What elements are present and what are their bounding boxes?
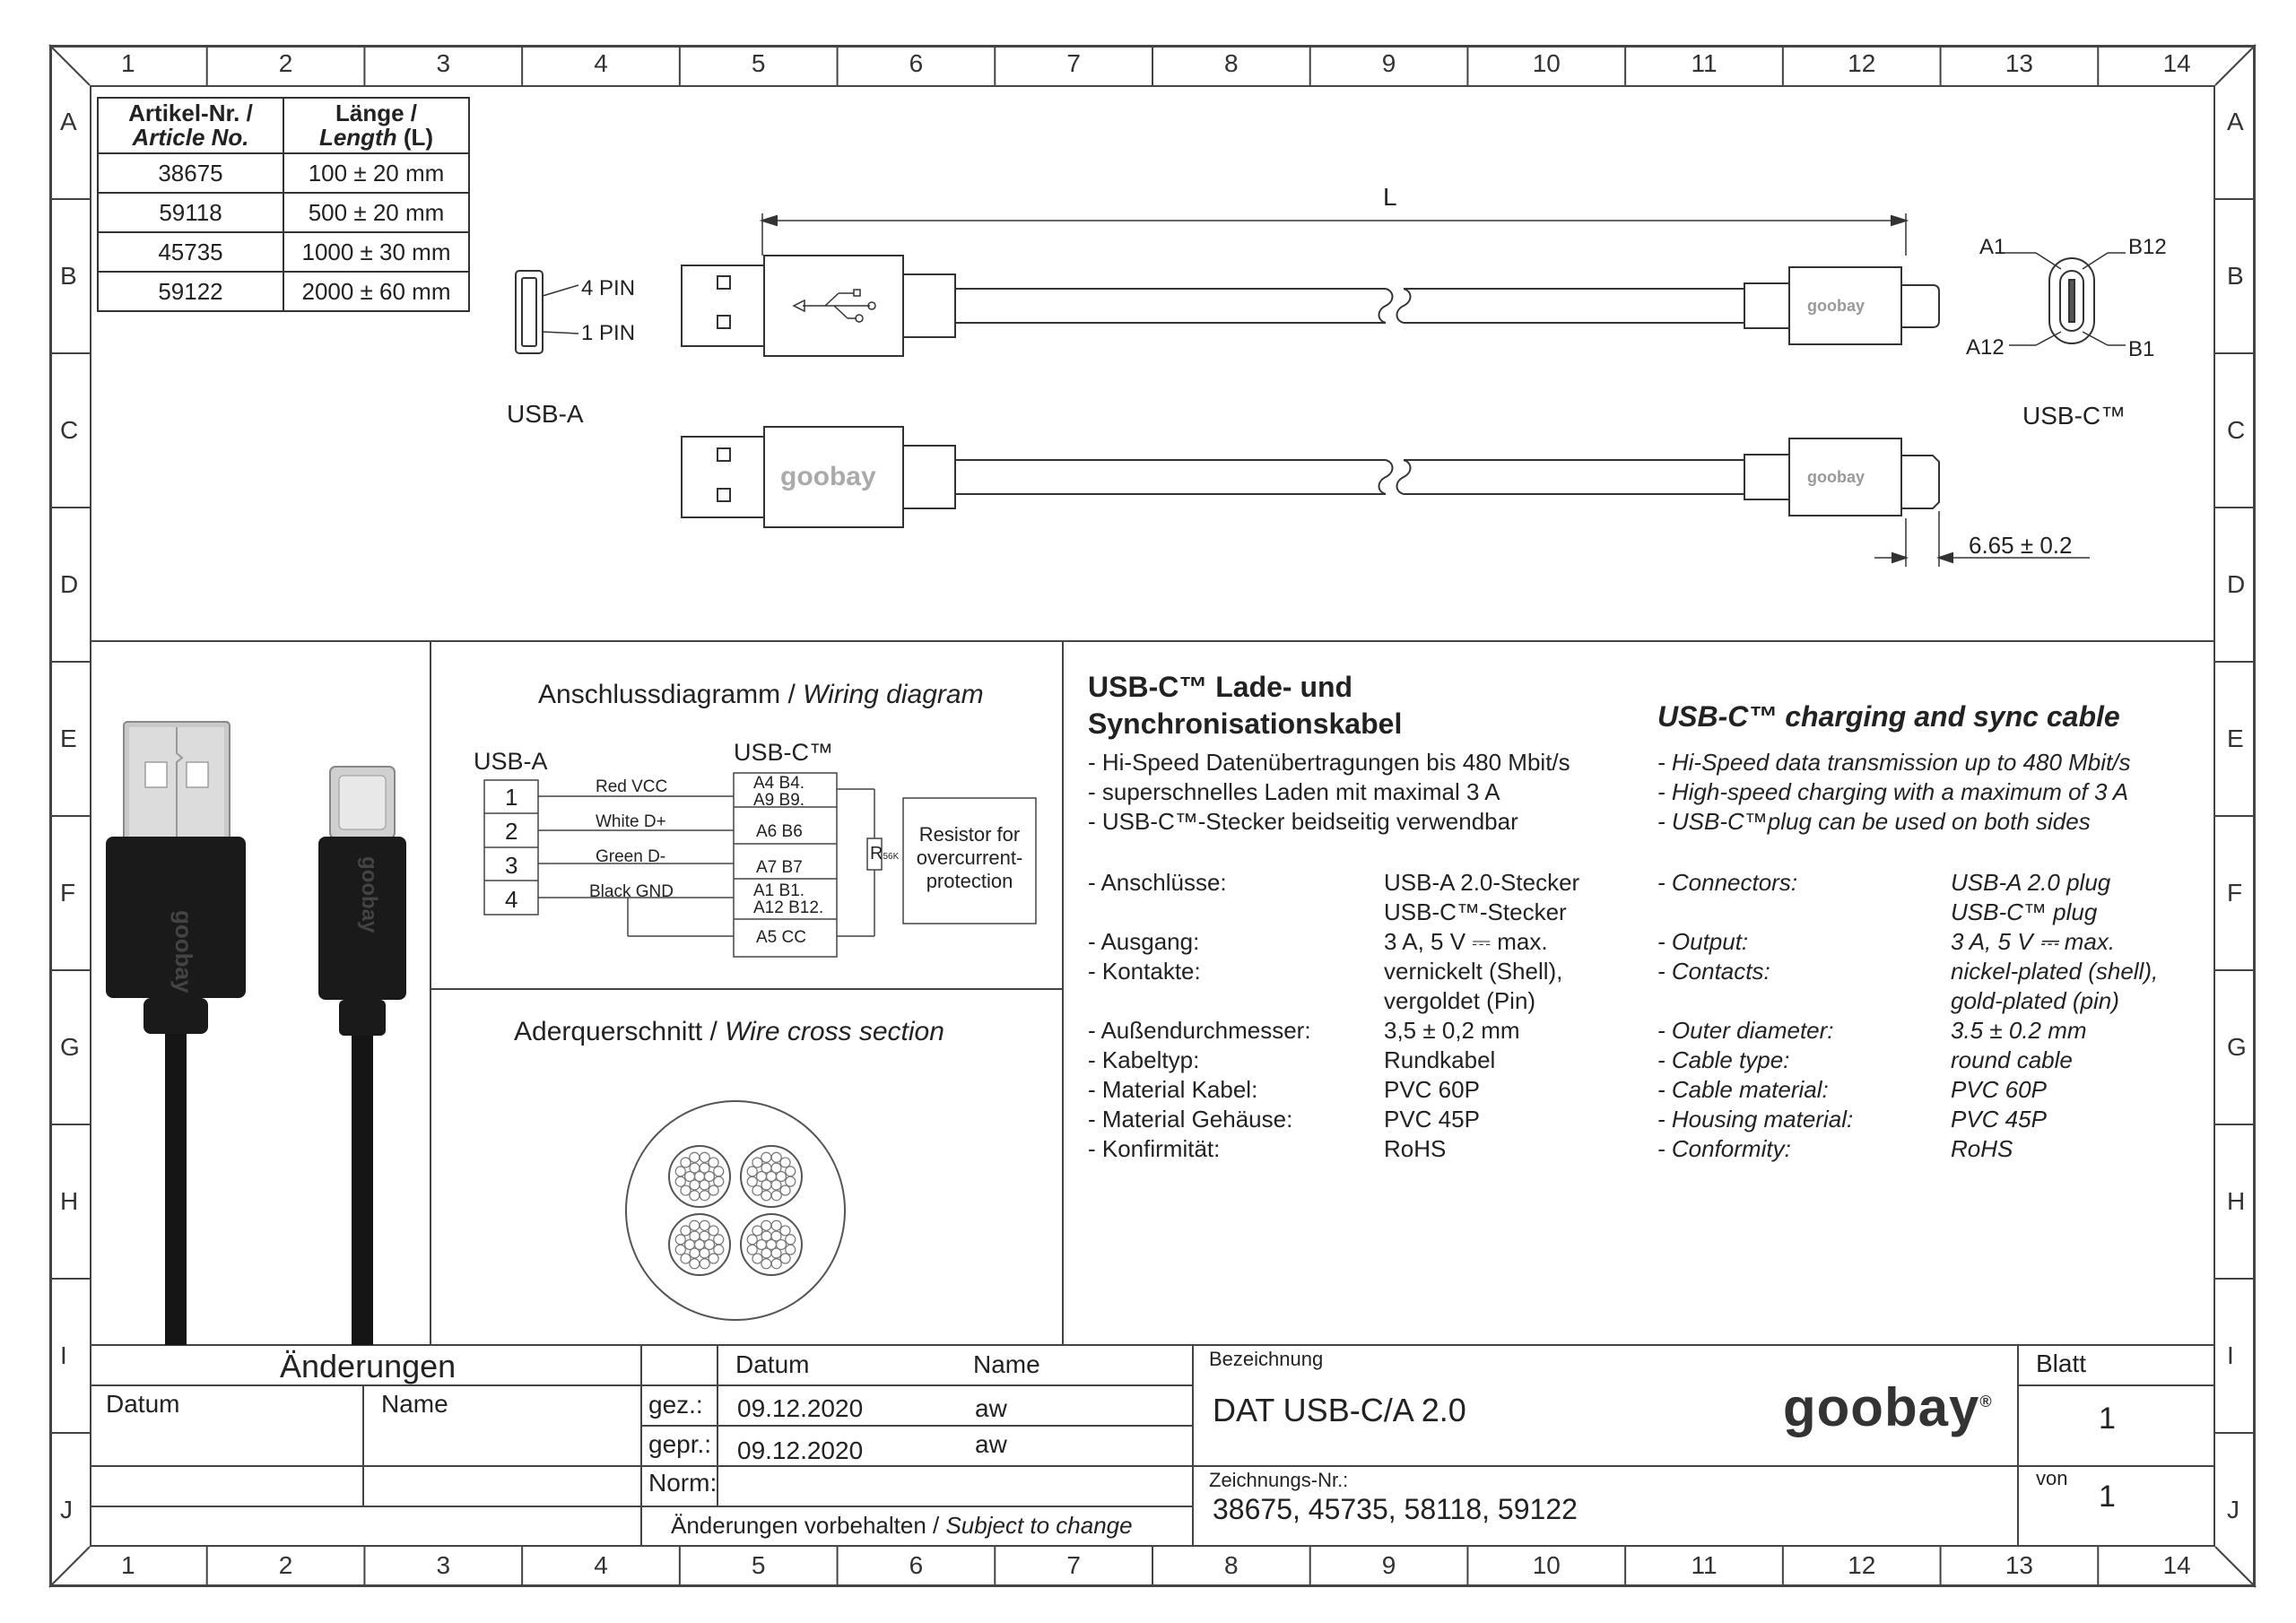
photo-logo-a: goobay — [170, 910, 197, 994]
ruler-column-label: 4 — [594, 1551, 608, 1579]
wire-red: Red VCC — [596, 777, 668, 796]
of-number: 1 — [2099, 1480, 2116, 1514]
usb-a-label: USB-A — [507, 400, 584, 428]
pin-a1-label: A1 — [1979, 235, 2006, 259]
ruler-row-label: E — [60, 725, 77, 752]
spec-labels-en: - Connectors: - Output: - Contacts: - Outer diameter: - Cable type: - Cable material: - Housing material: - Conformity: — [1657, 869, 1854, 1162]
ruler-column-label: 13 — [2005, 49, 2033, 77]
pin1-label: 1 PIN — [581, 321, 636, 345]
of-label: von — [2036, 1467, 2068, 1489]
changes-name: Name — [381, 1390, 448, 1418]
ruler-column-label: 14 — [2162, 1551, 2191, 1579]
pin4-label: 4 PIN — [581, 276, 636, 300]
ruler-row-label: G — [2227, 1033, 2247, 1061]
logo-engraving: goobay — [1807, 468, 1866, 486]
pin-a-4: 4 — [505, 886, 518, 913]
photo-logo-c: goobay — [357, 856, 381, 933]
ruler-column-label: 4 — [594, 49, 608, 77]
pin-a-3: 3 — [505, 852, 518, 879]
gepr-label: gepr.: — [648, 1430, 712, 1458]
ruler-column-label: 13 — [2005, 1551, 2033, 1579]
features-de: - Hi-Speed Datenübertragungen bis 480 Mbit/s - superschnelles Laden mit maximal 3 A - USB-C™-Stecker beidseitig verwendbar — [1088, 749, 1570, 835]
usb-c-label: USB-C™ — [2022, 402, 2126, 430]
ruler-row-label: C — [2227, 416, 2246, 444]
ruler-column-label: 9 — [1381, 1551, 1396, 1579]
pin-c-3: A7 B7 — [756, 858, 803, 877]
ruler-column-label: 2 — [278, 49, 293, 77]
ruler-column-label: 8 — [1224, 1551, 1239, 1579]
wiring-title: Anschlussdiagramm / Wiring diagram — [538, 680, 984, 709]
gez-date: 09.12.2020 — [737, 1394, 864, 1422]
title-de-2: Synchronisationskabel — [1088, 707, 1403, 740]
pin-a-2: 2 — [505, 818, 518, 845]
wire-black: Black GND — [589, 882, 674, 901]
pin-c-4: A1 B1. A12 B12. — [753, 881, 824, 917]
ruler-column-label: 2 — [278, 1551, 293, 1579]
ruler-column-label: 3 — [436, 49, 451, 77]
pin-c-5: A5 CC — [756, 928, 806, 947]
ruler-column-label: 14 — [2162, 49, 2191, 77]
ruler-row-label: B — [2227, 262, 2244, 290]
ruler-row-label: J — [2227, 1496, 2239, 1523]
ruler-row-label: I — [60, 1341, 67, 1369]
brand-logo: goobay® — [1783, 1377, 1993, 1437]
drawing-no: 38675, 45735, 58118, 59122 — [1213, 1493, 1578, 1525]
ruler-column-label: 8 — [1224, 49, 1239, 77]
wire-green: Green D- — [596, 847, 666, 866]
ruler-column-label: 11 — [1691, 49, 1718, 77]
ruler-row-label: B — [60, 262, 77, 290]
wiring-usb-c: USB-C™ — [734, 739, 834, 766]
pin-a-1: 1 — [505, 784, 518, 811]
ruler-row-label: A — [2227, 108, 2244, 135]
norm-label: Norm: — [648, 1469, 718, 1497]
wire-white: White D+ — [596, 812, 666, 831]
ruler-column-label: 1 — [121, 1551, 135, 1579]
ruler-column-label: 9 — [1381, 49, 1396, 77]
title-en: USB-C™ charging and sync cable — [1657, 700, 2120, 733]
designation-label: Bezeichnung — [1209, 1348, 1324, 1370]
ruler-row-label: D — [2227, 570, 2246, 598]
gepr-name: aw — [975, 1430, 1007, 1458]
gez-name: aw — [975, 1394, 1007, 1422]
spec-labels-de: - Anschlüsse: - Ausgang: - Kontakte: - Außendurchmesser: - Kabeltyp: - Material Kabel: - Material Gehäuse: - Konfirmität: — [1088, 869, 1311, 1162]
ruler-row-label: C — [60, 416, 79, 444]
length-header: Länge / Length (L) — [283, 98, 469, 153]
features-en: - Hi-Speed data transmission up to 480 Mbit/s - High-speed charging with a maximum of 3 A - USB-C™plug can be used on both sides — [1657, 749, 2131, 835]
length-cell: 100 ± 20 mm — [283, 153, 469, 193]
spec-values-de: USB-A 2.0-Stecker USB-C™-Stecker 3 A, 5 V ⎓ max. vernickelt (Shell), vergoldet (Pin) 3,5 ± 0,2 mm Rundkabel PVC 60P PVC 45P RoHS — [1384, 869, 1580, 1162]
logo-engraving: goobay — [1807, 297, 1866, 315]
resistor-label: R56K — [870, 844, 900, 864]
article-cell: 59122 — [98, 272, 283, 311]
changes-date: Datum — [106, 1390, 180, 1418]
article-cell: 38675 — [98, 153, 283, 193]
ruler-column-label: 10 — [1532, 49, 1561, 77]
ruler-row-label: I — [2227, 1341, 2234, 1369]
sheet-number: 1 — [2099, 1402, 2116, 1436]
ruler-column-label: 5 — [751, 49, 766, 77]
designation: DAT USB-C/A 2.0 — [1213, 1392, 1466, 1428]
ruler-column-label: 6 — [909, 1551, 924, 1579]
ruler-row-label: D — [60, 570, 79, 598]
gepr-date: 09.12.2020 — [737, 1436, 864, 1464]
pin-c-1: A4 B4. A9 B9. — [753, 774, 805, 810]
ruler-column-label: 7 — [1066, 1551, 1081, 1579]
ruler-row-label: J — [60, 1496, 73, 1523]
title-de-1: USB-C™ Lade- und — [1088, 671, 1353, 703]
ruler-row-label: F — [60, 879, 76, 907]
changes-header: Änderungen — [280, 1348, 457, 1384]
drawing-no-label: Zeichnungs-Nr.: — [1209, 1469, 1349, 1491]
pin-b1-label: B1 — [2128, 337, 2155, 361]
spec-values-en: USB-A 2.0 plug USB-C™ plug 3 A, 5 V ⎓ max. nickel-plated (shell), gold-plated (pin) 3.5 ± 0.2 mm round cable PVC 60P PVC 45P RoHS — [1951, 869, 2159, 1162]
resistor-box: Resistor for overcurrent- protection — [916, 823, 1023, 892]
cross-section-title: Aderquerschnitt / Wire cross section — [514, 1017, 944, 1046]
col-date: Datum — [735, 1350, 810, 1378]
ruler-row-label: F — [2227, 879, 2243, 907]
ruler-column-label: 12 — [1848, 1551, 1876, 1579]
article-cell: 59118 — [98, 193, 283, 232]
gez-label: gez.: — [648, 1391, 703, 1419]
ruler-column-label: 10 — [1532, 1551, 1561, 1579]
wiring-usb-a: USB-A — [474, 748, 548, 775]
article-header: Artikel-Nr. / Article No. — [98, 98, 283, 153]
col-name: Name — [973, 1350, 1040, 1378]
length-label: L — [1383, 183, 1397, 211]
pin-a12-label: A12 — [1966, 335, 2005, 360]
ruler-row-label: E — [2227, 725, 2244, 752]
ruler-column-label: 6 — [909, 49, 924, 77]
ruler-column-label: 11 — [1691, 1551, 1718, 1579]
ruler-column-label: 12 — [1848, 49, 1876, 77]
logo-engraving: goobay — [780, 462, 876, 491]
ruler-column-label: 5 — [751, 1551, 766, 1579]
dimension-label: 6.65 ± 0.2 — [1969, 532, 2073, 559]
article-cell: 45735 — [98, 232, 283, 272]
ruler-row-label: G — [60, 1033, 80, 1061]
ruler-row-label: H — [60, 1187, 79, 1215]
length-cell: 1000 ± 30 mm — [283, 232, 469, 272]
length-cell: 2000 ± 60 mm — [283, 272, 469, 311]
pin-b12-label: B12 — [2128, 235, 2167, 259]
subject-to-change: Änderungen vorbehalten / Subject to change — [671, 1512, 1133, 1539]
cross-section-icon — [619, 1094, 852, 1327]
ruler-column-label: 3 — [436, 1551, 451, 1579]
sheet-label: Blatt — [2036, 1350, 2087, 1377]
pin-c-2: A6 B6 — [756, 822, 803, 841]
length-cell: 500 ± 20 mm — [283, 193, 469, 232]
ruler-row-label: A — [60, 108, 77, 135]
ruler-column-label: 7 — [1066, 49, 1081, 77]
ruler-column-label: 1 — [121, 49, 135, 77]
ruler-row-label: H — [2227, 1187, 2246, 1215]
